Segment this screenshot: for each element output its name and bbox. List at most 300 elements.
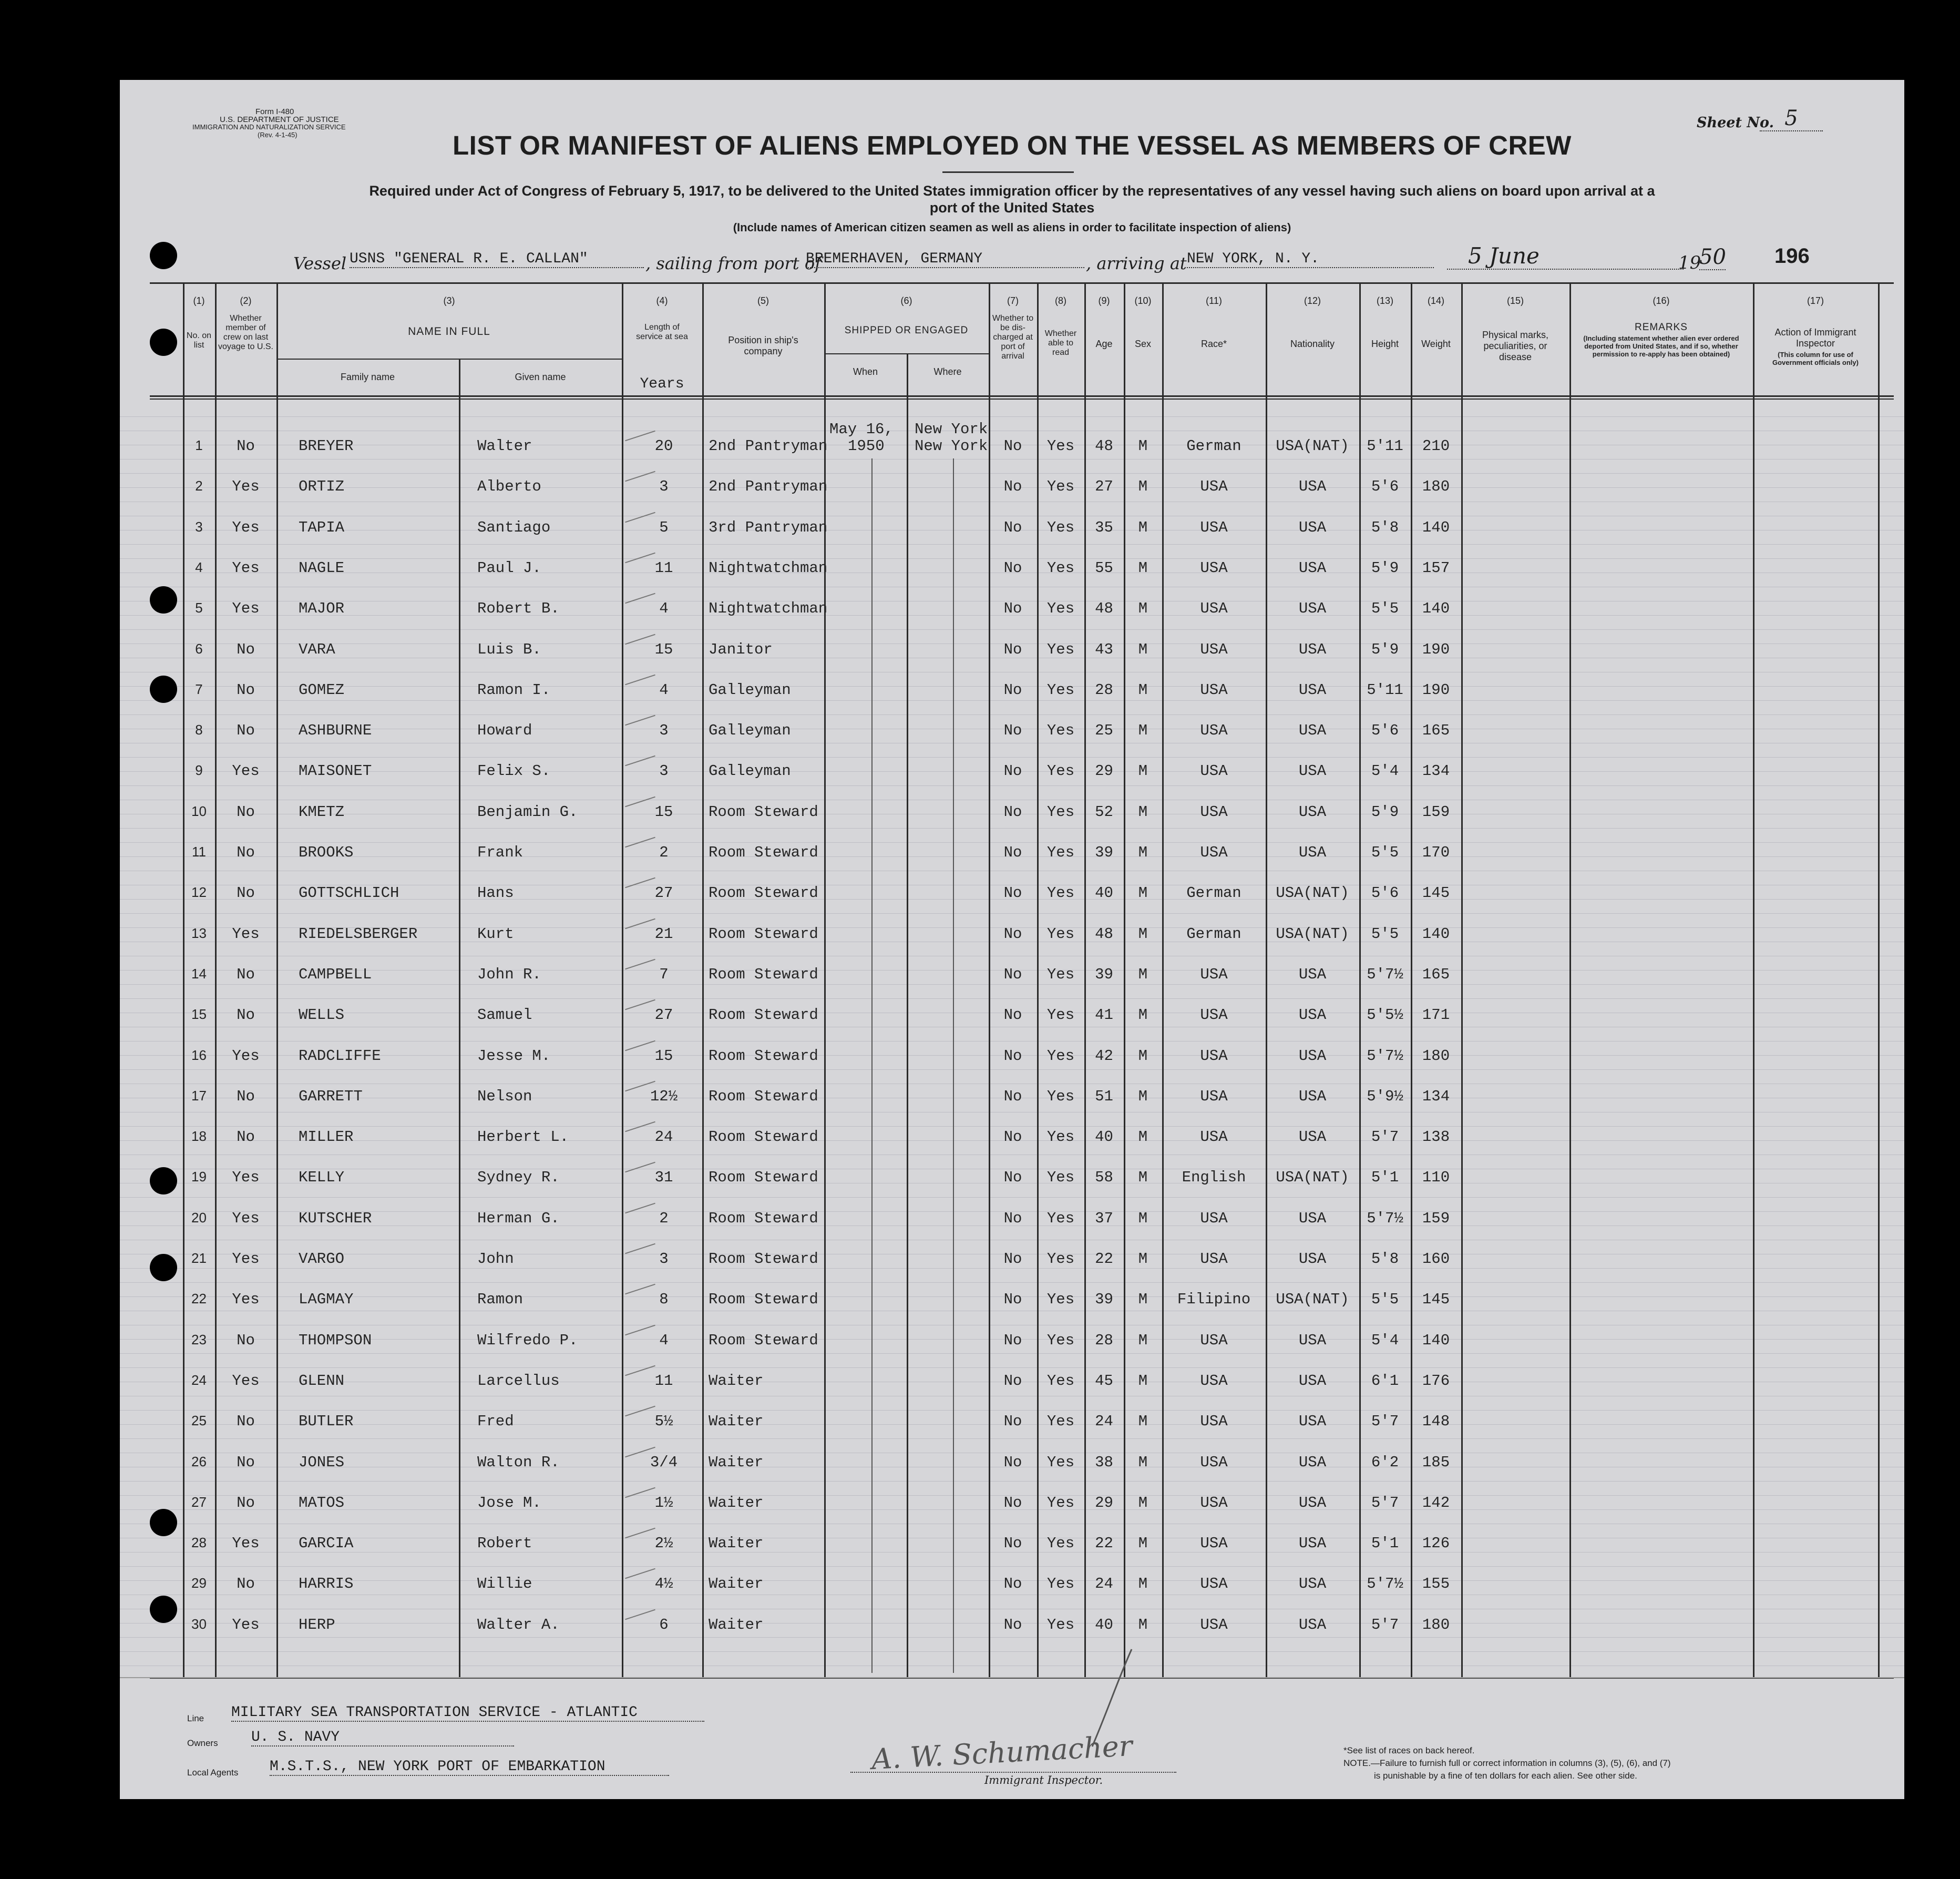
tally-mark-icon <box>625 675 655 685</box>
height: 5'6 <box>1371 884 1399 902</box>
age: 45 <box>1095 1372 1113 1390</box>
form-number: Form I-480 <box>255 107 294 116</box>
last-voyage: No <box>237 884 255 902</box>
sex: M <box>1138 1372 1148 1390</box>
age: 42 <box>1095 1047 1113 1065</box>
race: Filipino <box>1177 1291 1251 1308</box>
years-service <box>638 1575 690 1592</box>
weight: 134 <box>1422 762 1450 780</box>
able-to-read: Yes <box>1046 1575 1075 1592</box>
row-number: 8 <box>195 722 203 738</box>
age: 38 <box>1095 1454 1113 1471</box>
arriving-label: , arriving at <box>1086 253 1187 273</box>
nationality: USA <box>1298 1332 1327 1349</box>
years-service <box>638 1006 690 1024</box>
family-name: MATOS <box>299 1494 345 1512</box>
race: German <box>1186 925 1241 943</box>
shipped-when-year: 1950 <box>848 437 885 455</box>
row-number: 18 <box>191 1128 207 1144</box>
c14-number: (14) <box>1427 295 1444 306</box>
race: USA <box>1200 1494 1228 1512</box>
position: Room Steward <box>709 1169 818 1186</box>
height: 5'4 <box>1371 762 1399 780</box>
family-name: BROOKS <box>299 844 354 861</box>
weight: 165 <box>1422 722 1450 739</box>
height: 6'2 <box>1371 1454 1399 1471</box>
last-voyage: Yes <box>232 1535 260 1552</box>
height: 6'1 <box>1371 1372 1399 1390</box>
c6-number: (6) <box>900 295 912 306</box>
nationality: USA <box>1298 600 1327 617</box>
able-to-read: Yes <box>1046 1332 1075 1349</box>
nationality: USA <box>1298 1088 1327 1105</box>
vessel-name: USNS "GENERAL R. E. CALLAN" <box>350 251 644 268</box>
age: 41 <box>1095 1006 1113 1024</box>
ruled-line <box>120 416 1904 417</box>
family-name: KUTSCHER <box>299 1210 372 1227</box>
height: 5'9 <box>1371 559 1399 577</box>
family-name: HERP <box>299 1616 335 1633</box>
height: 5'7½ <box>1367 966 1403 983</box>
given-name: Felix S. <box>477 762 551 780</box>
col-line <box>907 353 908 1677</box>
last-voyage: Yes <box>232 1250 260 1268</box>
ruled-line <box>120 558 1904 559</box>
height: 5'5½ <box>1367 1006 1403 1024</box>
shipped-subheader-line <box>824 353 989 354</box>
row-number: 13 <box>191 925 207 941</box>
race: USA <box>1200 559 1228 577</box>
sex: M <box>1138 884 1148 902</box>
row-number: 2 <box>195 478 203 494</box>
weight: 145 <box>1422 1291 1450 1308</box>
age: 29 <box>1095 762 1113 780</box>
weight: 142 <box>1422 1494 1450 1512</box>
race: USA <box>1200 966 1228 983</box>
row-number: 27 <box>191 1494 207 1510</box>
footnote-penalty-1: NOTE.—Failure to furnish full or correct information in columns (3), (5), (6), and (7) <box>1343 1758 1671 1768</box>
years-value: 11 <box>654 559 673 577</box>
age: 37 <box>1095 1210 1113 1227</box>
discharged: No <box>1003 1169 1022 1186</box>
page-number: 196 <box>1774 244 1810 268</box>
years-value: 31 <box>654 1169 673 1186</box>
family-name: VARGO <box>299 1250 345 1268</box>
height: 5'9 <box>1371 641 1399 658</box>
race: USA <box>1200 600 1228 617</box>
years-service <box>638 559 690 577</box>
discharged: No <box>1003 1575 1022 1592</box>
last-voyage: Yes <box>232 1210 260 1227</box>
weight: 159 <box>1422 1210 1450 1227</box>
age: 40 <box>1095 1616 1113 1633</box>
years-value: 8 <box>659 1291 669 1308</box>
last-voyage: Yes <box>232 1169 260 1186</box>
arrival-date: 5 June <box>1447 243 1684 270</box>
sex: M <box>1138 1454 1148 1471</box>
table-top-border <box>150 282 1894 284</box>
col-line <box>276 282 278 1677</box>
sheet-label: Sheet No. <box>1697 115 1774 131</box>
weight: 157 <box>1422 559 1450 577</box>
nationality: USA <box>1298 722 1327 739</box>
last-voyage: Yes <box>232 519 260 536</box>
ruled-line <box>120 785 1904 786</box>
tally-mark-icon <box>625 1243 655 1254</box>
form-department: U.S. DEPARTMENT OF JUSTICE <box>220 115 339 124</box>
race: USA <box>1200 1535 1228 1552</box>
age: 24 <box>1095 1575 1113 1592</box>
row-number: 20 <box>191 1210 207 1226</box>
inspector-signature: A. W. Schumacher <box>870 1729 1134 1776</box>
line-label: Line <box>187 1713 204 1723</box>
shipped-where-2: New York <box>915 437 988 455</box>
row-number: 12 <box>191 884 207 900</box>
sex: M <box>1138 762 1148 780</box>
years-service <box>638 1088 690 1105</box>
agents-label: Local Agents <box>187 1768 239 1778</box>
position: Room Steward <box>709 1210 818 1227</box>
c12-number: (12) <box>1304 295 1321 306</box>
c13-number: (13) <box>1376 295 1393 306</box>
discharged: No <box>1003 437 1022 455</box>
family-name: THOMPSON <box>299 1332 372 1349</box>
position: Nightwatchman <box>709 559 828 577</box>
weight: 170 <box>1422 844 1450 861</box>
race: USA <box>1200 1372 1228 1390</box>
able-to-read: Yes <box>1046 1454 1075 1471</box>
sex: M <box>1138 1535 1148 1552</box>
row-number: 17 <box>191 1088 207 1104</box>
c1-number: (1) <box>193 295 205 306</box>
sex: M <box>1138 1250 1148 1268</box>
height: 5'9 <box>1371 803 1399 821</box>
race: USA <box>1200 1006 1228 1024</box>
last-voyage: No <box>237 1006 255 1024</box>
ruled-line <box>120 473 1904 474</box>
years-service <box>638 762 690 780</box>
ruled-line <box>120 629 1904 630</box>
nationality: USA <box>1298 762 1327 780</box>
given-name: John <box>477 1250 514 1268</box>
position: 3rd Pantryman <box>709 519 828 536</box>
discharged: No <box>1003 1454 1022 1471</box>
title-rule <box>942 171 1074 173</box>
height: 5'1 <box>1371 1169 1399 1186</box>
last-voyage: No <box>237 1575 255 1592</box>
given-name: Robert B. <box>477 600 560 617</box>
years-service <box>638 519 690 536</box>
c16-number: (16) <box>1653 295 1670 306</box>
race: USA <box>1200 1413 1228 1430</box>
years-service <box>638 1616 690 1633</box>
given-name: Santiago <box>477 519 551 536</box>
nationality: USA <box>1298 1128 1327 1146</box>
able-to-read: Yes <box>1046 1128 1075 1146</box>
c15-number: (15) <box>1506 295 1524 306</box>
last-voyage: No <box>237 641 255 658</box>
weight: 190 <box>1422 681 1450 699</box>
family-name: RIEDELSBERGER <box>299 925 418 943</box>
sex: M <box>1138 559 1148 577</box>
age: 43 <box>1095 641 1113 658</box>
tally-mark-icon <box>625 1325 655 1335</box>
position: Room Steward <box>709 1291 818 1308</box>
sheet-number: 5 <box>1760 106 1823 131</box>
c17-number: (17) <box>1807 295 1824 306</box>
family-name: KELLY <box>299 1169 345 1186</box>
sex: M <box>1138 966 1148 983</box>
footer-rule <box>120 1677 1904 1678</box>
discharged: No <box>1003 966 1022 983</box>
nationality: USA <box>1298 1575 1327 1592</box>
years-service <box>638 1128 690 1146</box>
given-name: Fred <box>477 1413 514 1430</box>
years-service <box>638 478 690 495</box>
weight: 180 <box>1422 1047 1450 1065</box>
c17-note: (This column for use of Government officials only) <box>1772 351 1859 366</box>
ruled-line <box>120 1268 1904 1269</box>
age: 48 <box>1095 600 1113 617</box>
race: USA <box>1200 519 1228 536</box>
years-value: 2 <box>659 844 669 861</box>
tally-mark-icon <box>625 431 655 441</box>
family-name: RADCLIFFE <box>299 1047 381 1065</box>
c2-number: (2) <box>240 295 252 306</box>
given-name: Kurt <box>477 925 514 943</box>
row-number: 24 <box>191 1372 207 1388</box>
ruled-line <box>120 1367 1904 1368</box>
signature-stroke <box>1013 1647 1140 1752</box>
years-service <box>638 925 690 943</box>
discharged: No <box>1003 1088 1022 1105</box>
given-name: Wilfredo P. <box>477 1332 578 1349</box>
discharged: No <box>1003 1535 1022 1552</box>
position: 2nd Pantryman <box>709 437 828 455</box>
years-service <box>638 1535 690 1552</box>
weight: 140 <box>1422 1332 1450 1349</box>
sex: M <box>1138 641 1148 658</box>
years-service <box>638 1494 690 1512</box>
years-value: 5 <box>659 519 669 536</box>
ruled-line <box>120 544 1904 545</box>
years-service <box>638 884 690 902</box>
given-name: Jesse M. <box>477 1047 551 1065</box>
race: USA <box>1200 1088 1228 1105</box>
sex: M <box>1138 519 1148 536</box>
position: Waiter <box>709 1413 764 1430</box>
family-name: MAISONET <box>299 762 372 780</box>
c16-note: (Including statement whether alien ever ordered deported from United States, and if so, whether permission to re-apply has been obtained) <box>1583 334 1739 358</box>
years-service <box>638 1413 690 1430</box>
weight: 155 <box>1422 1575 1450 1592</box>
able-to-read: Yes <box>1046 803 1075 821</box>
able-to-read: Yes <box>1046 681 1075 699</box>
discharged: No <box>1003 1128 1022 1146</box>
position: Waiter <box>709 1575 764 1592</box>
c7-number: (7) <box>1007 295 1019 306</box>
c15-header: Physical marks, peculiarities, or disease <box>1482 330 1549 362</box>
years-value: 15 <box>654 641 673 658</box>
discharged: No <box>1003 478 1022 495</box>
weight: 148 <box>1422 1413 1450 1430</box>
punch-hole <box>150 1509 177 1536</box>
nationality: USA <box>1298 1047 1327 1065</box>
nationality: USA <box>1298 1210 1327 1227</box>
row-number: 10 <box>191 803 207 819</box>
row-number: 3 <box>195 519 203 535</box>
able-to-read: Yes <box>1046 1006 1075 1024</box>
punch-hole <box>150 1167 177 1194</box>
ruled-line <box>120 1410 1904 1411</box>
able-to-read: Yes <box>1046 722 1075 739</box>
shipped-where: New York <box>915 421 988 438</box>
c17-header: Action of Immigrant Inspector <box>1774 327 1856 349</box>
height: 5'8 <box>1371 1250 1399 1268</box>
years-service <box>638 722 690 739</box>
able-to-read: Yes <box>1046 925 1075 943</box>
height: 5'7 <box>1371 1128 1399 1146</box>
row-number: 4 <box>195 559 203 575</box>
discharged: No <box>1003 519 1022 536</box>
family-name: WELLS <box>299 1006 345 1024</box>
discharged: No <box>1003 1616 1022 1633</box>
tally-mark-icon <box>625 796 655 807</box>
family-name: CAMPBELL <box>299 966 372 983</box>
years-service <box>638 1332 690 1349</box>
given-name: Samuel <box>477 1006 532 1024</box>
row-number: 23 <box>191 1332 207 1347</box>
family-name: NAGLE <box>299 559 345 577</box>
sex: M <box>1138 1169 1148 1186</box>
tally-mark-icon <box>625 1203 655 1213</box>
ruled-line <box>120 1637 1904 1638</box>
given-name: Willie <box>477 1575 532 1592</box>
weight: 185 <box>1422 1454 1450 1471</box>
given-name: Larcellus <box>477 1372 560 1390</box>
years-value: 12½ <box>650 1088 678 1105</box>
discharged: No <box>1003 925 1022 943</box>
weight: 134 <box>1422 1088 1450 1105</box>
weight: 210 <box>1422 437 1450 455</box>
race: USA <box>1200 1454 1228 1471</box>
age: 52 <box>1095 803 1113 821</box>
row-number: 26 <box>191 1454 207 1469</box>
last-voyage: Yes <box>232 559 260 577</box>
header-bottom-border <box>150 395 1894 397</box>
last-voyage: Yes <box>232 1372 260 1390</box>
vessel-label: Vessel <box>293 253 347 273</box>
row-number: 28 <box>191 1535 207 1550</box>
header-bottom-border-2 <box>150 399 1894 400</box>
position: Waiter <box>709 1454 764 1471</box>
years-value: 3 <box>659 762 669 780</box>
height: 5'5 <box>1371 925 1399 943</box>
race: USA <box>1200 722 1228 739</box>
c8-header: Whether able to read <box>1044 329 1077 357</box>
form-revision: (Rev. 4-1-45) <box>258 131 297 139</box>
able-to-read: Yes <box>1046 1494 1075 1512</box>
nationality: USA <box>1298 1006 1327 1024</box>
weight: 159 <box>1422 803 1450 821</box>
c16-header: REMARKS <box>1635 322 1688 333</box>
able-to-read: Yes <box>1046 762 1075 780</box>
nationality: USA <box>1298 1413 1327 1430</box>
given-name: Ramon <box>477 1291 524 1308</box>
tally-mark-icon <box>625 1040 655 1051</box>
row-number: 14 <box>191 966 207 982</box>
position: Room Steward <box>709 803 818 821</box>
years-service <box>638 1169 690 1186</box>
ruled-line <box>120 1353 1904 1354</box>
sex: M <box>1138 1210 1148 1227</box>
able-to-read: Yes <box>1046 1169 1075 1186</box>
years-value: 15 <box>654 803 673 821</box>
able-to-read: Yes <box>1046 884 1075 902</box>
footnote-races: *See list of races on back hereof. <box>1343 1745 1475 1755</box>
age: 58 <box>1095 1169 1113 1186</box>
family-name: KMETZ <box>299 803 345 821</box>
nationality: USA <box>1298 844 1327 861</box>
sex: M <box>1138 844 1148 861</box>
family-name: GOMEZ <box>299 681 345 699</box>
subtitle-act: Required under Act of Congress of February 5, 1917, to be delivered to the United States immigration officer by the representatives of any vessel having such aliens on board upon arrival at a <box>369 183 1655 199</box>
race: USA <box>1200 803 1228 821</box>
agents-value: M.S.T.S., NEW YORK PORT OF EMBARKATION <box>270 1759 669 1776</box>
c14-header: Weight <box>1421 339 1451 349</box>
c6-header: SHIPPED OR ENGAGED <box>844 325 969 336</box>
nationality: USA(NAT) <box>1276 437 1349 455</box>
weight: 140 <box>1422 519 1450 536</box>
years-value: 20 <box>654 437 673 455</box>
last-voyage: Yes <box>232 1047 260 1065</box>
age: 24 <box>1095 1413 1113 1430</box>
weight: 140 <box>1422 925 1450 943</box>
able-to-read: Yes <box>1046 844 1075 861</box>
height: 5'7 <box>1371 1616 1399 1633</box>
c5-number: (5) <box>757 295 769 306</box>
discharged: No <box>1003 1494 1022 1512</box>
tally-mark-icon <box>625 1487 655 1498</box>
years-value: 1½ <box>654 1494 673 1512</box>
position: Room Steward <box>709 1128 818 1146</box>
years-service <box>638 1210 690 1227</box>
able-to-read: Yes <box>1046 1088 1075 1105</box>
punch-hole <box>150 586 177 614</box>
race: USA <box>1200 1128 1228 1146</box>
c7-header: Whether to be dis-charged at port of arrival <box>992 314 1034 361</box>
years-service <box>638 1372 690 1390</box>
height: 5'7 <box>1371 1494 1399 1512</box>
weight: 138 <box>1422 1128 1450 1146</box>
height: 5'9½ <box>1367 1088 1403 1105</box>
tally-mark-icon <box>625 471 655 482</box>
ruled-line <box>120 1438 1904 1439</box>
col-line <box>1569 282 1571 1677</box>
ruled-line <box>120 1069 1904 1070</box>
family-name: TAPIA <box>299 519 345 536</box>
years-service <box>638 966 690 983</box>
sex: M <box>1138 803 1148 821</box>
position: Room Steward <box>709 1006 818 1024</box>
tally-mark-icon <box>625 1162 655 1172</box>
sex: M <box>1138 600 1148 617</box>
signature-line <box>850 1772 1176 1773</box>
position: Room Steward <box>709 925 818 943</box>
given-name: Herman G. <box>477 1210 560 1227</box>
sex: M <box>1138 1575 1148 1592</box>
able-to-read: Yes <box>1046 1047 1075 1065</box>
